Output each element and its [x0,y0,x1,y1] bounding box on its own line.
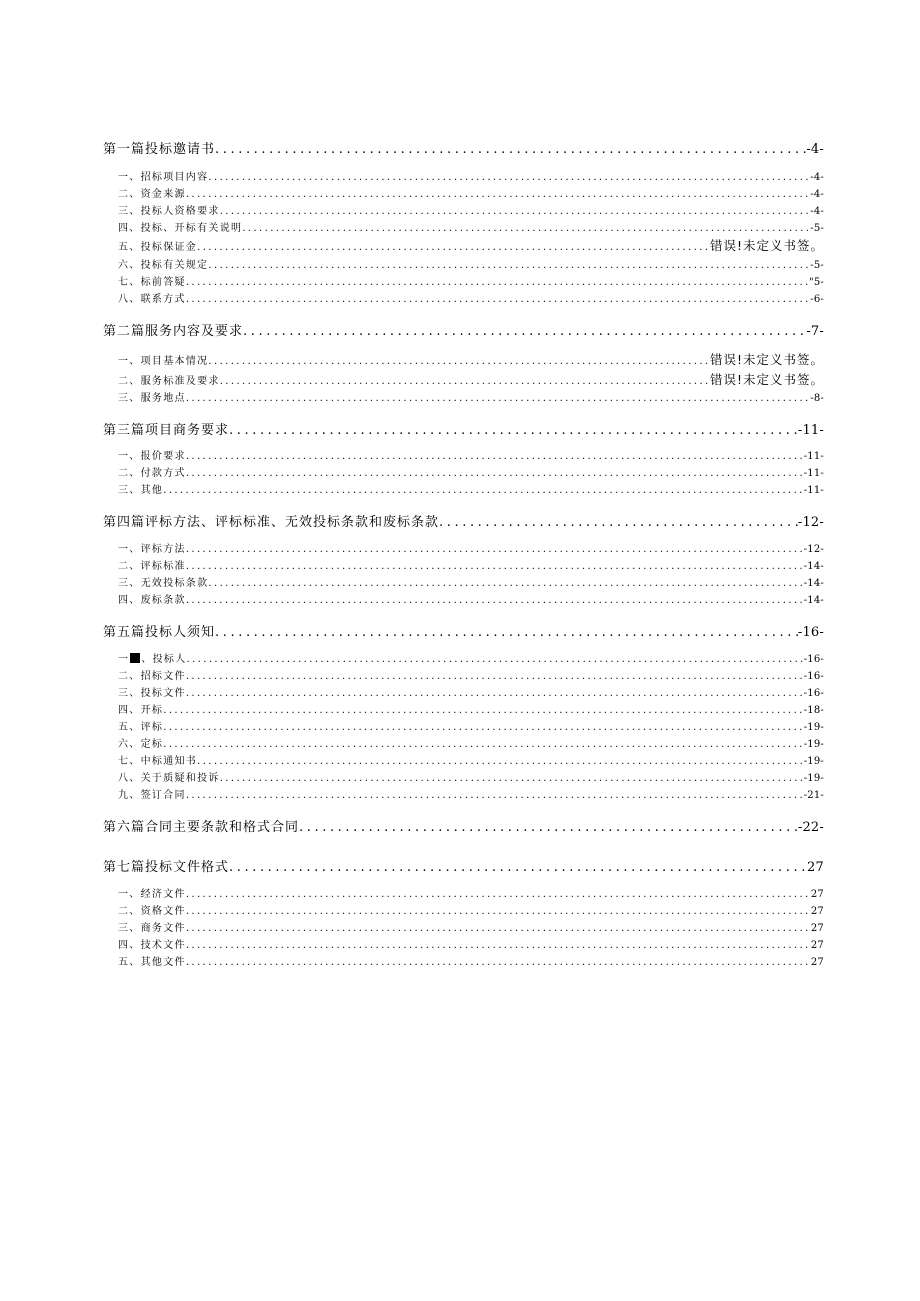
toc-entry-title: 一、报价要求 [118,451,186,462]
toc-entry-title: 一 、投标人 [118,654,187,665]
toc-entry-title: 四、开标 [118,705,164,716]
toc-section-entry[interactable] [103,236,824,254]
toc-page-number: -19- [803,756,824,767]
toc-page-number: -16- [803,654,824,665]
toc-entry-title: 四、投标、开标有关说明 [118,223,243,234]
toc-entry-title: 五、评标 [118,722,164,733]
dot-leader [163,705,804,716]
toc-page-number: -5- [810,223,824,234]
dot-leader [243,324,806,339]
toc-entry-title: 二、招标文件 [118,671,186,682]
toc-section-entry[interactable] [103,752,824,767]
toc-entry-title: 三、无效投标条款 [118,578,209,589]
toc-entry-title: 三、服务地点 [118,393,186,404]
dot-leader [197,756,804,767]
toc-chapter-entry[interactable] [103,816,824,835]
dot-leader [215,625,798,640]
dot-leader [220,773,804,784]
dot-leader [186,544,804,555]
dot-leader [299,820,798,835]
toc-section-entry[interactable] [103,667,824,682]
toc-entry-title: 第一篇投标邀请书 [103,142,216,157]
dot-leader [186,189,810,200]
toc-entry-title: 第四篇评标方法、评标标准、无效投标条款和废标条款 [103,515,440,530]
dot-leader [186,451,804,462]
toc-page-number: -22- [797,820,824,835]
toc-chapter-entry[interactable] [103,138,824,157]
toc-entry-title: 二、付款方式 [118,468,186,479]
toc-section-entry[interactable] [103,370,824,388]
toc-page-number: -11- [803,451,824,462]
dot-leader [163,722,804,733]
toc-entry-title: 一、经济文件 [118,889,186,900]
dot-leader [197,242,710,253]
toc-page-number: -14- [803,561,824,572]
toc-entry-title: 二、资金来源 [118,189,186,200]
toc-section-entry[interactable] [103,574,824,589]
toc-section-entry[interactable] [103,290,824,305]
toc-entry-title: 四、技术文件 [118,940,186,951]
toc-page-number: -8- [810,393,824,404]
toc-entry-title: 二、服务标准及要求 [118,376,220,387]
toc-section-entry[interactable] [103,557,824,572]
toc-section-entry[interactable] [103,389,824,404]
toc-page-number: "5- [809,277,824,288]
dot-leader [229,860,807,875]
toc-section-entry[interactable] [103,786,824,801]
dot-leader [186,294,810,305]
toc-entry-title: 三、投标文件 [118,688,186,699]
dot-leader [208,356,710,367]
toc-page-number: -12- [803,544,824,555]
toc-entry-title: 第六篇合同主要条款和格式合同 [103,820,300,835]
toc-entry-title: 七、中标通知书 [118,756,198,767]
toc-section-entry[interactable] [103,650,824,665]
toc-section-entry[interactable] [103,718,824,733]
toc-entry-title: 三、其他 [118,485,164,496]
toc-entry-title: 二、资格文件 [118,906,186,917]
toc-entry-title: 二、评标标准 [118,561,186,572]
toc-page-number: -7- [806,324,824,339]
toc-section-entry[interactable] [103,540,824,555]
toc-section-entry[interactable] [103,481,824,496]
toc-entry-title: 七、标前答疑 [118,277,186,288]
toc-section-entry[interactable] [103,701,824,716]
toc-entry-title: 一、评标方法 [118,544,186,555]
dot-leader [439,515,798,530]
dot-leader [208,172,810,183]
toc-page-number: -18- [803,705,824,716]
dot-leader [187,654,804,665]
toc-entry-title: 六、定标 [118,739,164,750]
toc-chapter-entry[interactable] [103,621,824,640]
toc-page-number: 27 [810,923,824,934]
toc-entry-title: 一、项目基本情况 [118,356,209,367]
toc-entry-title: 五、其他文件 [118,957,186,968]
toc-page-number: -14- [803,595,824,606]
dot-leader [186,595,804,606]
toc-page-number: -21- [803,790,824,801]
toc-page-number: 错误!未定义书签。 [709,238,824,253]
toc-page-number: 27 [807,860,824,875]
toc-section-entry[interactable] [103,219,824,234]
toc-page-number: 27 [810,940,824,951]
toc-section-entry[interactable] [103,902,824,917]
dot-leader [186,393,810,404]
toc-entry-title: 九、签订合同 [118,790,186,801]
toc-section-entry[interactable] [103,350,824,368]
toc-page-number: 27 [810,906,824,917]
toc-page-number: -4- [810,189,824,200]
toc-chapter-entry[interactable] [103,419,824,438]
dot-leader [186,671,804,682]
toc-chapter-entry[interactable] [103,320,824,339]
toc-chapter-entry[interactable] [103,856,824,875]
toc-page-number: -16- [803,671,824,682]
toc-section-entry[interactable] [103,936,824,951]
dot-leader [186,923,811,934]
toc-page-number: -4- [806,142,824,157]
toc-page-number: -6- [810,294,824,305]
toc-section-entry[interactable] [103,885,824,900]
toc-page-number: -4- [810,206,824,217]
toc-entry-title: 一、招标项目内容 [118,172,209,183]
toc-section-entry[interactable] [103,202,824,217]
toc-entry-title: 第三篇项目商务要求 [103,423,230,438]
filled-square-glyph [130,653,140,663]
toc-section-entry[interactable] [103,919,824,934]
dot-leader [163,739,804,750]
dot-leader [186,688,804,699]
dot-leader [186,468,804,479]
dot-leader [208,578,803,589]
toc-section-entry[interactable] [103,464,824,479]
dot-leader [242,223,810,234]
dot-leader [229,423,798,438]
dot-leader [186,561,804,572]
toc-entry-title: 三、投标人资格要求 [118,206,220,217]
toc-page-number: -11- [797,423,824,438]
toc-section-entry[interactable] [103,953,824,968]
dot-leader [186,790,804,801]
toc-page-number: -12- [797,515,824,530]
dot-leader [186,940,811,951]
toc-section-entry[interactable] [103,168,824,183]
dot-leader [186,277,809,288]
dot-leader [186,906,811,917]
dot-leader [215,142,806,157]
toc-page-number: 错误!未定义书签。 [709,352,824,367]
toc-page-number: -4- [810,172,824,183]
dot-leader [186,889,811,900]
toc-page-number: -19- [803,739,824,750]
dot-leader [220,376,710,387]
toc-section-entry[interactable] [103,591,824,606]
toc-entry-title: 八、联系方式 [118,294,186,305]
toc-page-number: 27 [810,889,824,900]
toc-entry-title: 第七篇投标文件格式 [103,860,230,875]
toc-section-entry[interactable] [103,273,824,288]
toc-section-entry[interactable] [103,447,824,462]
toc-entry-title: 五、投标保证金 [118,242,198,253]
toc-page-number: 错误!未定义书签。 [709,372,824,387]
toc-section-entry[interactable] [103,185,824,200]
toc-page-number: -5- [810,260,824,271]
toc-page-number: -19- [803,773,824,784]
toc-chapter-entry[interactable] [103,511,824,530]
toc-entry-title: 三、商务文件 [118,923,186,934]
toc-page-number: 27 [810,957,824,968]
toc-section-entry[interactable] [103,735,824,750]
dot-leader [163,485,804,496]
toc-page-number: -19- [803,722,824,733]
dot-leader [186,957,811,968]
toc-page-number: -16- [803,688,824,699]
dot-leader [208,260,810,271]
toc-section-entry[interactable] [103,769,824,784]
toc-page-number: -16- [797,625,824,640]
toc-page-number: -11- [803,468,824,479]
toc-entry-title: 六、投标有关规定 [118,260,209,271]
toc-entry-title: 第五篇投标人须知 [103,625,216,640]
toc-page-number: -14- [803,578,824,589]
toc-entry-title: 四、废标条款 [118,595,186,606]
toc-page-number: -11- [803,485,824,496]
toc-entry-title: 第二篇服务内容及要求 [103,324,244,339]
toc-section-entry[interactable] [103,684,824,699]
toc-entry-title: 八、关于质疑和投诉 [118,773,220,784]
toc-section-entry[interactable] [103,256,824,271]
dot-leader [220,206,811,217]
